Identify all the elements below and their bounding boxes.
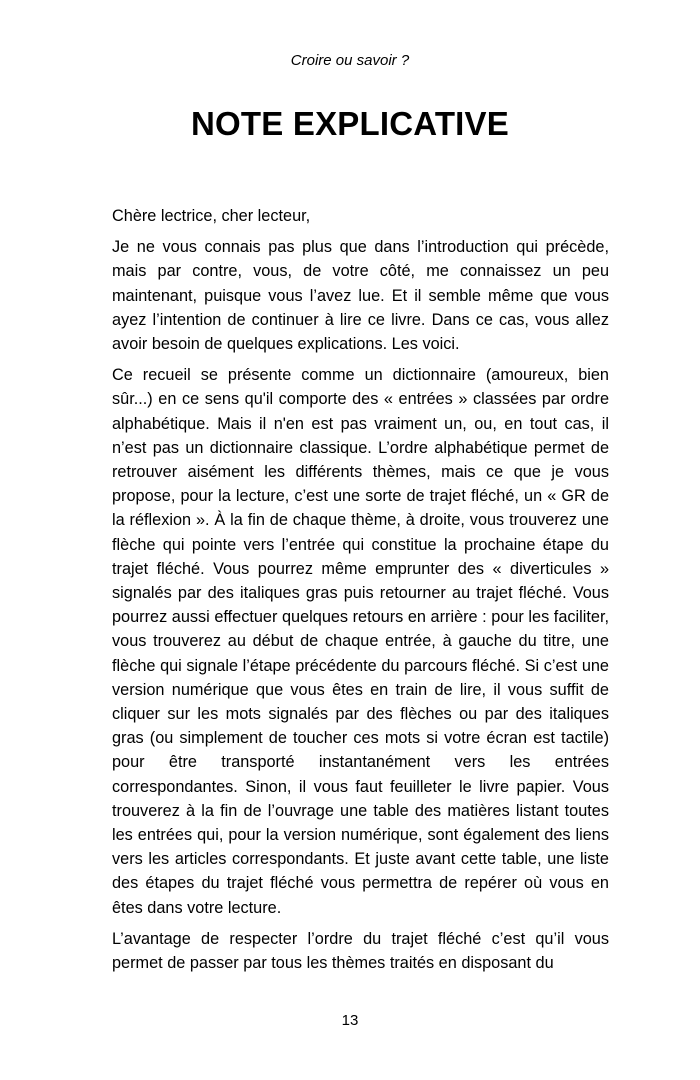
body-paragraph: L’avantage de respecter l’ordre du trajet fléché c’est qu’il vous permet de passer par tous les thèmes traités en disposant du xyxy=(112,929,609,973)
salutation-paragraph: Chère lectrice, cher lecteur, xyxy=(112,207,311,225)
body-paragraph: Je ne vous connais pas plus que dans l’introduction qui précède, mais par contre, vous, de votre côté, me connaissez un peu maintenant, puisque vous l’avez lue. Et il semble même que vous ayez l’intention de continuer à lire ce livre. Dans ce cas, vous allez avoir besoin de quelques explications. Les voici. xyxy=(112,238,609,354)
body-paragraph: Ce recueil se présente comme un dictionnaire (amoureux, bien sûr...) en ce sens qu'il comporte des « entrées » classées par ordre alphabétique. Mais il n'en est pas vraiment un, ou, en tout cas, il n’est pas un dictionnaire classique. L’ordre alphabétique permet de retrouver aisément les différents thèmes, mais ce que je vous propose, pour la lecture, c’est une sorte de trajet fléché, un « GR de la réflexion ». À la fin de chaque thème, à droite, vous trouverez une flèche qui pointe vers l’entrée qui constitue la prochaine étape du trajet fléché. Vous pourrez même emprunter des « diverticules » signalés par des italiques gras puis retourner au trajet fléché. Vous pourrez aussi effectuer quelques retours en arrière : pour les faciliter, vous trouverez au début de chaque entrée, à gauche du titre, une flèche qui signale l’étape précédente du parcours fléché. Si c’est une version numérique que vous êtes en train de lire, il vous suffit de cliquer sur les mots signalés par des flèches ou par des italiques gras (ou simplement de toucher ces mots si votre écran est tactile) pour être transporté instantanément vers les entrées correspondantes. Sinon, il vous faut feuilleter le livre papier. Vous trouverez à la fin de l’ouvrage une table des matières listant toutes les entrées qui, pour la version numérique, sont également des liens vers les articles correspondants. Et juste avant cette table, une liste des étapes du trajet fléché vous permettra de repérer où vous en êtes dans votre lecture. xyxy=(112,366,609,917)
body-text xyxy=(112,204,609,982)
page-number: 13 xyxy=(341,1012,359,1029)
running-header: Croire ou savoir ? xyxy=(290,52,410,69)
chapter-title: NOTE EXPLICATIVE xyxy=(191,105,509,142)
